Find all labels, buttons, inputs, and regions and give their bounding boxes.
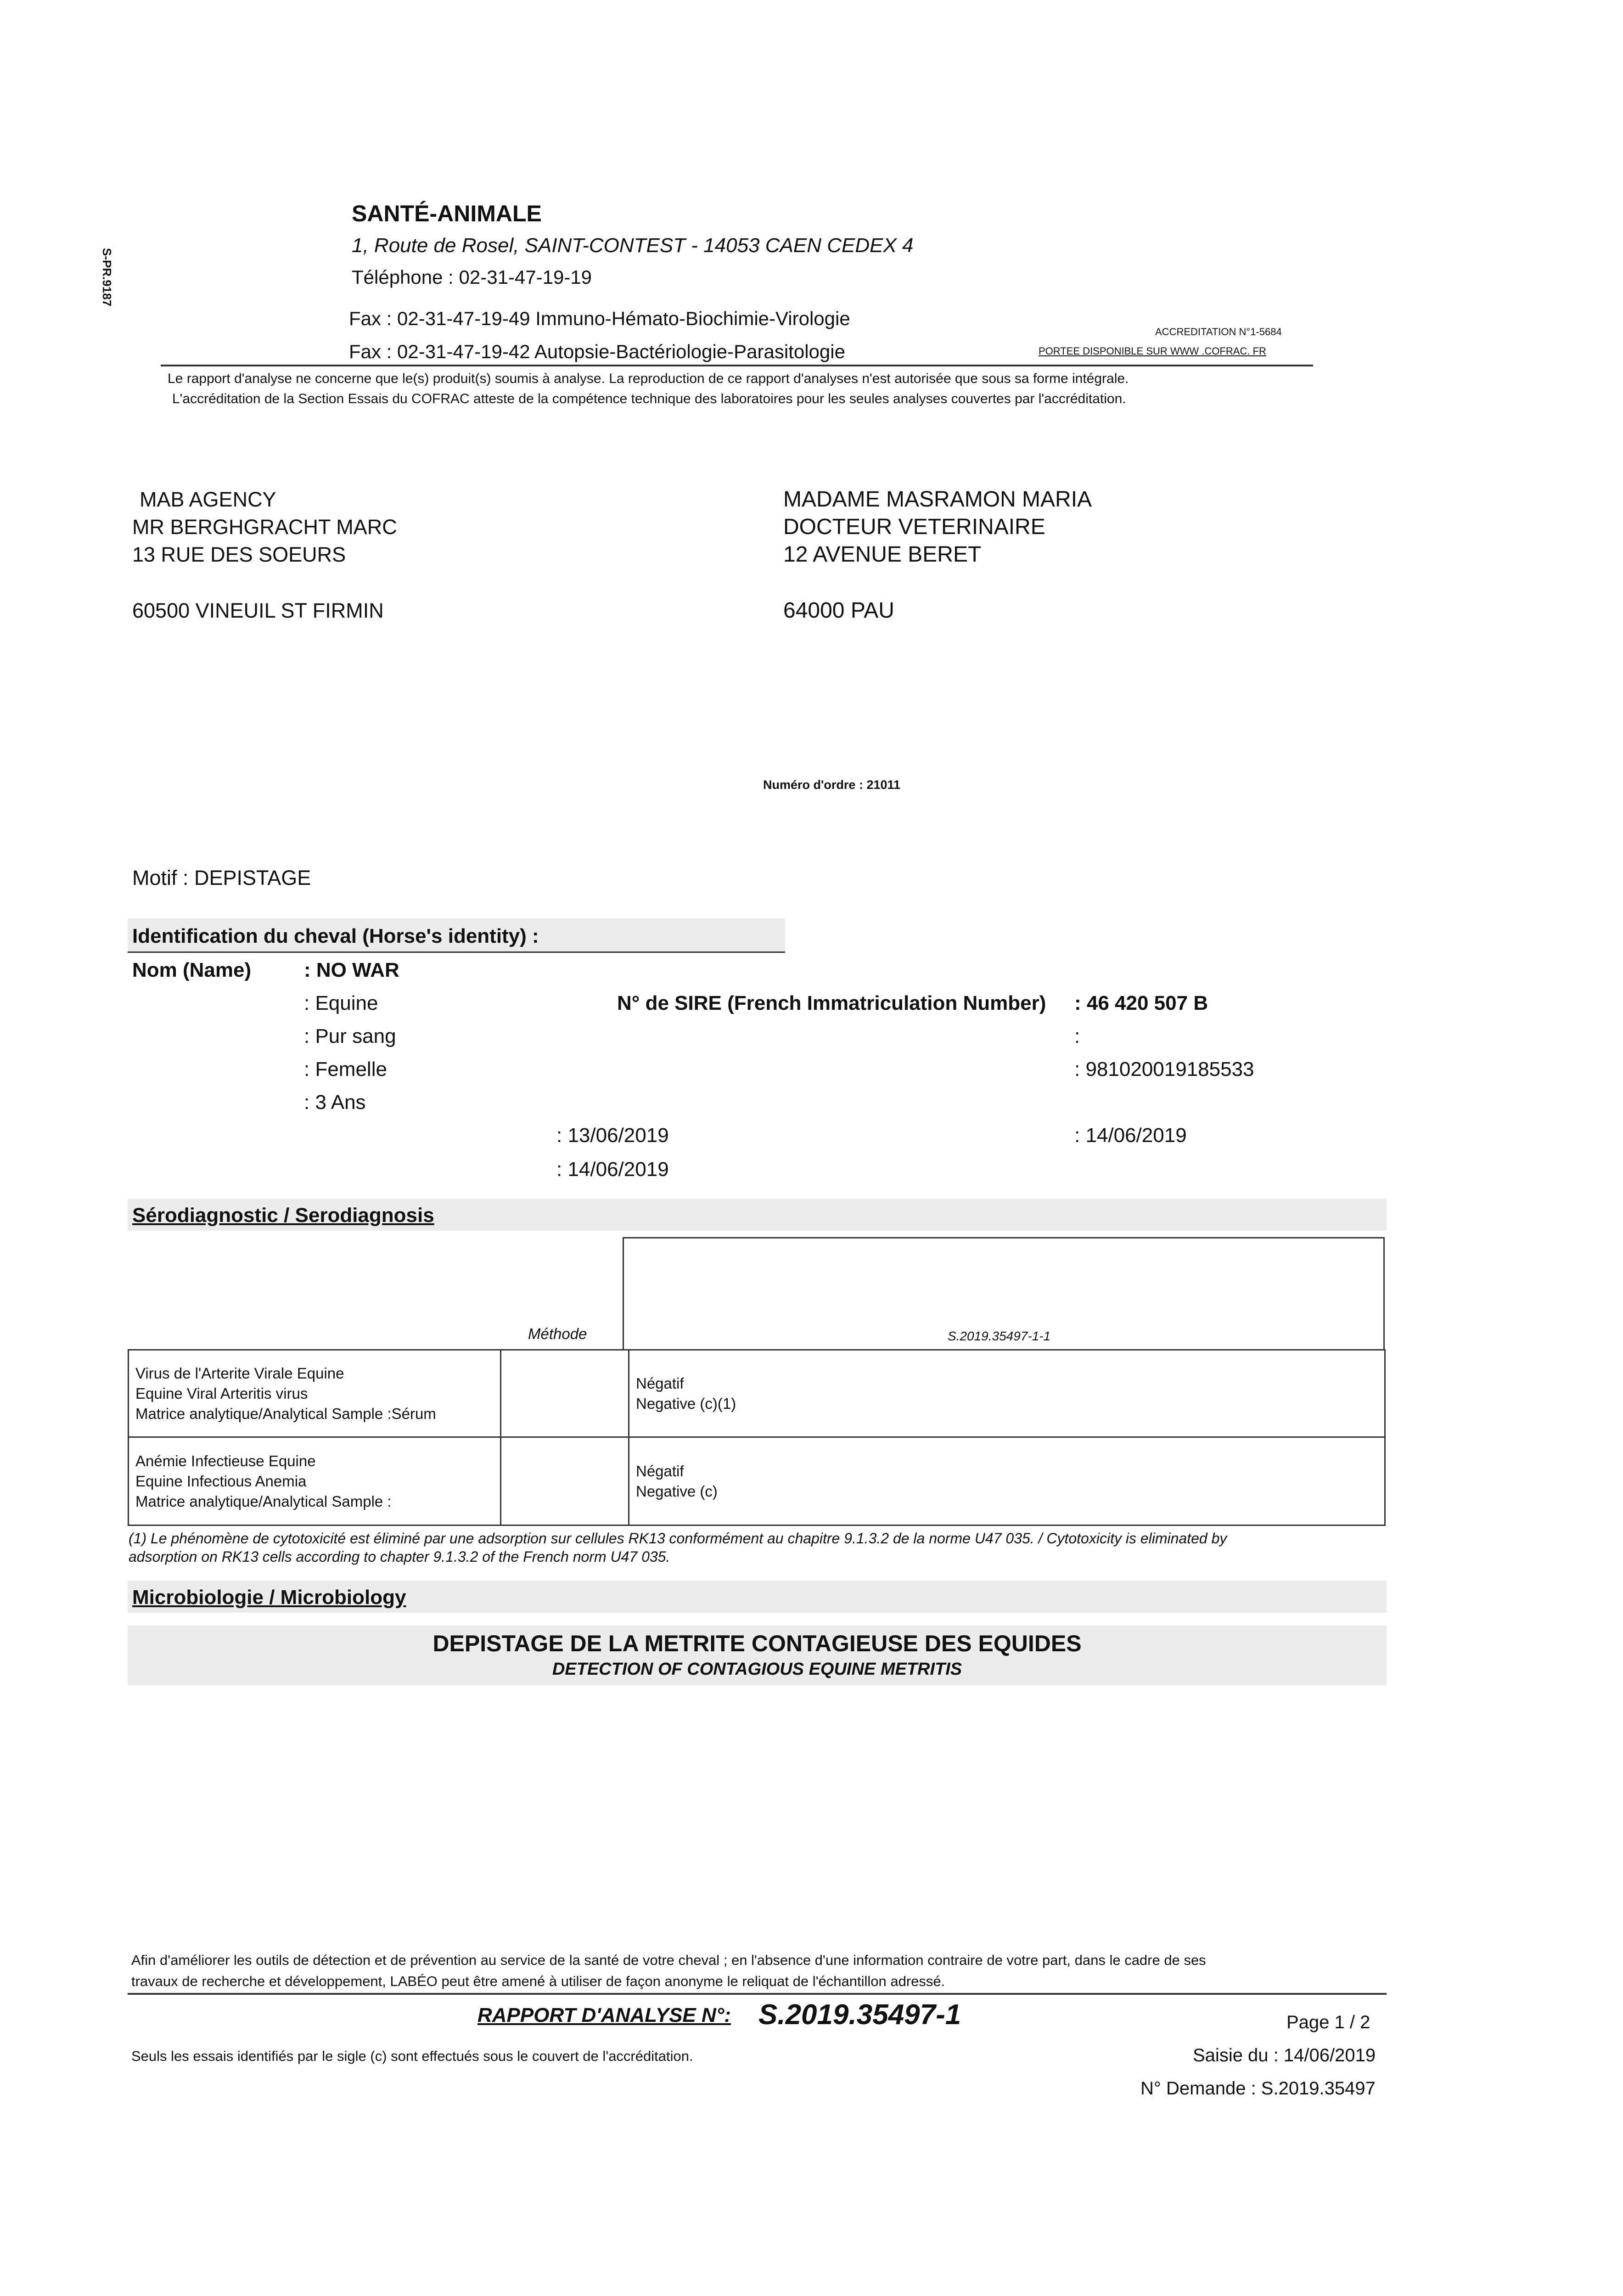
sire-value: : 46 420 507 B	[1074, 992, 1208, 1014]
lab-name: SANTÉ-ANIMALE	[352, 201, 542, 226]
vet-line-2: DOCTEUR VETERINAIRE	[783, 515, 1045, 539]
owner-line-4: 60500 VINEUIL ST FIRMIN	[132, 599, 384, 622]
footnote-line-1: (1) Le phénomène de cytotoxicité est éliminé par une adsorption sur cellules RK13 conformément au chapitre 9.1.3.2 de la norme U47 035. / Cytotoxicity is eliminated by	[129, 1530, 1227, 1547]
test-matrix: Matrice analytique/Analytical Sample :	[135, 1492, 392, 1510]
metritis-title-en: DETECTION OF CONTAGIOUS EQUINE METRITIS	[552, 1660, 962, 1679]
metritis-title-fr: DEPISTAGE DE LA METRITE CONTAGIEUSE DES EQUIDES	[432, 1631, 1082, 1656]
motif: Motif : DEPISTAGE	[132, 866, 311, 889]
lab-address: 1, Route de Rosel, SAINT-CONTEST - 14053 CAEN CEDEX 4	[352, 234, 914, 257]
portee-link[interactable]: PORTEE DISPONIBLE SUR WWW .COFRAC. FR	[1039, 345, 1266, 357]
blank-field-value: :	[1074, 1025, 1080, 1047]
page-number: Page 1 / 2	[1286, 2012, 1370, 2032]
demande-number: N° Demande : S.2019.35497	[1140, 2078, 1376, 2099]
horse-species: : Equine	[304, 992, 378, 1014]
vet-address	[783, 486, 1092, 625]
horse-name-label: Nom (Name)	[132, 959, 252, 981]
order-number: Numéro d'ordre : 21011	[763, 778, 901, 792]
notice-line-2: travaux de recherche et développement, LABÉO peut être amené à utiliser de façon anonyme le reliquat de l'échantillon adressé.	[131, 1973, 945, 1989]
date-3: : 14/06/2019	[1074, 1124, 1187, 1147]
header-rule	[161, 365, 1313, 366]
sire-label: N° de SIRE (French Immatriculation Number)	[617, 992, 1046, 1014]
owner-line-1: MAB AGENCY	[140, 488, 276, 511]
identification-rule	[128, 951, 785, 953]
footnote-line-2: adsorption on RK13 cells according to chapter 9.1.3.2 of the French norm U47 035.	[129, 1548, 670, 1565]
disclaimer-line-2: L'accréditation de la Section Essais du COFRAC atteste de la compétence technique des laboratoires pour les seules analyses couvertes par l'accréditation.	[172, 391, 1126, 406]
table-row	[129, 1437, 1385, 1525]
vet-line-1: MADAME MASRAMON MARIA	[783, 487, 1092, 512]
horse-sex: : Femelle	[304, 1058, 387, 1080]
result-cell	[629, 1437, 1385, 1525]
accreditation-note: Seuls les essais identifiés par le sigle (c) sont effectués sous le couvert de l'accréditation.	[131, 2048, 693, 2064]
lab-fax-1: Fax : 02-31-47-19-49 Immuno-Hémato-Biochimie-Virologie	[349, 308, 850, 329]
horse-breed: : Pur sang	[304, 1025, 396, 1047]
method-cell	[501, 1350, 629, 1437]
accreditation-number: ACCREDITATION N°1-5684	[1155, 326, 1282, 338]
chip-number: : 981020019185533	[1074, 1058, 1254, 1080]
result-fr: Négatif	[636, 1374, 684, 1392]
lab-phone: Téléphone : 02-31-47-19-19	[352, 266, 592, 288]
owner-address	[132, 486, 397, 625]
date-2: : 14/06/2019	[556, 1158, 669, 1181]
notice-line-1: Afin d'améliorer les outils de détection et de prévention au service de la santé de votre cheval ; en l'absence d'une information contraire de votre part, dans le cadre de ses	[131, 1952, 1206, 1968]
serodiagnosis-table	[128, 1349, 1386, 1526]
saisie-date: Saisie du : 14/06/2019	[1193, 2045, 1376, 2065]
result-en: Negative (c)	[636, 1482, 718, 1500]
report-number: S.2019.35497-1	[758, 1999, 961, 2031]
owner-line-2: MR BERGHGRACHT MARC	[132, 515, 397, 539]
serodiagnosis-heading: Sérodiagnostic / Serodiagnosis	[132, 1204, 434, 1227]
identification-heading: Identification du cheval (Horse's identity) :	[132, 925, 539, 947]
research-notice	[131, 1950, 1206, 1992]
vet-line-4: 64000 PAU	[783, 598, 894, 623]
test-name-en: Equine Infectious Anemia	[135, 1472, 307, 1490]
test-matrix: Matrice analytique/Analytical Sample :Sérum	[135, 1405, 436, 1422]
horse-name-value: : NO WAR	[304, 959, 399, 981]
footer-rule	[128, 1993, 1387, 1995]
document-code: S-PR.9187	[100, 248, 114, 307]
horse-age: : 3 Ans	[304, 1091, 366, 1114]
serodiagnosis-footnote	[129, 1529, 1227, 1566]
result-cell	[629, 1350, 1385, 1437]
test-cell	[129, 1437, 501, 1525]
methode-label: Méthode	[528, 1325, 587, 1342]
table-row	[129, 1350, 1385, 1437]
vet-line-3: 12 AVENUE BERET	[783, 542, 982, 567]
date-1: : 13/06/2019	[556, 1124, 669, 1147]
test-cell	[129, 1350, 501, 1437]
result-fr: Négatif	[636, 1462, 684, 1480]
method-cell	[501, 1437, 629, 1525]
disclaimer-line-1: Le rapport d'analyse ne concerne que le(s) produit(s) soumis à analyse. La reproduction de ce rapport d'analyses n'est autorisée que sous sa forme intégrale.	[168, 371, 1129, 386]
report-label: RAPPORT D'ANALYSE N°:	[477, 2004, 731, 2026]
test-name-fr: Virus de l'Arterite Virale Equine	[135, 1364, 344, 1382]
test-name-en: Equine Viral Arteritis virus	[135, 1384, 308, 1402]
sample-reference: S.2019.35497-1-1	[948, 1329, 1051, 1343]
result-en: Negative (c)(1)	[636, 1395, 736, 1412]
microbiology-heading: Microbiologie / Microbiology	[132, 1586, 406, 1609]
test-name-fr: Anémie Infectieuse Equine	[135, 1452, 316, 1469]
owner-line-3: 13 RUE DES SOEURS	[132, 543, 346, 566]
lab-fax-2: Fax : 02-31-47-19-42 Autopsie-Bactériologie-Parasitologie	[349, 341, 845, 362]
